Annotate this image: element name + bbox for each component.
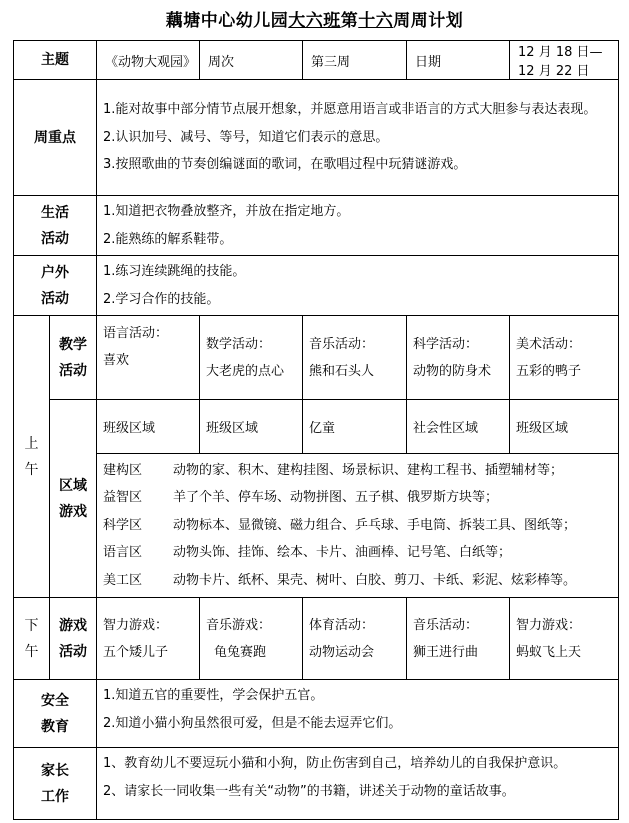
region-area-row	[14, 400, 619, 454]
region-zone: 科学区	[103, 517, 143, 533]
theme-label: 主题	[14, 41, 97, 80]
parents-label	[14, 748, 97, 820]
date-value: 12 月 18 日—12 月 22 日	[510, 41, 619, 80]
life-label-line1: 生活	[41, 204, 69, 221]
region-materials: 动物卡片、纸杯、果壳、树叶、白胶、剪刀、卡纸、彩泥、炫彩棒等。	[173, 572, 577, 588]
activity-type: 语言活动：	[103, 326, 169, 341]
safety-label	[14, 680, 97, 748]
outdoor-row	[14, 256, 619, 316]
region-detail-row	[14, 454, 619, 598]
focus-content	[97, 80, 619, 196]
afternoon-activity	[510, 598, 619, 680]
teaching-activity-language	[97, 316, 200, 400]
region-detail-item	[103, 539, 612, 567]
safety-item: 2.知道小猫小狗虽然很可爱，但是不能去逗弄它们。	[103, 715, 402, 731]
region-zone: 美工区	[103, 572, 143, 588]
parents-label-line1: 家长	[41, 762, 69, 779]
life-item: 1.知道把衣物叠放整齐，并放在指定地方。	[103, 204, 350, 219]
safety-label-line1: 安全	[41, 692, 69, 709]
region-label-line2: 游戏	[59, 503, 87, 520]
title-week: 十六	[358, 11, 394, 31]
safety-label-line2: 教育	[41, 718, 69, 735]
title-di: 第	[340, 11, 359, 31]
region-materials: 羊了个羊、停车场、动物拼图、五子棋、俄罗斯方块等；	[173, 490, 499, 506]
afternoon-row	[14, 598, 619, 680]
weekly-plan-table	[13, 40, 619, 820]
life-label-line2: 活动	[41, 230, 69, 247]
focus-item: 3.按照歌曲的节奏创编谜面的歌词，在歌唱过程中玩猜谜游戏。	[103, 157, 467, 173]
title-class: 大六班	[288, 11, 341, 31]
morning-label-line1: 上	[24, 435, 39, 452]
region-materials: 动物标本、显微镜、磁力组合、乒乓球、手电筒、拆装工具、图纸等；	[173, 517, 577, 533]
activity-type: 数学活动：	[206, 336, 272, 352]
afternoon-label-line1: 下	[24, 617, 39, 634]
region-materials: 动物的家、积木、建构挂图、场景标识、建构工程书、插塑辅材等；	[173, 462, 564, 478]
region-label-line1: 区域	[59, 477, 87, 494]
region-area: 社会性区域	[407, 400, 510, 454]
activity-name: 喜欢	[103, 353, 130, 368]
region-area: 亿童	[303, 400, 407, 454]
region-details	[97, 454, 619, 598]
region-area: 班级区域	[510, 400, 619, 454]
week-value: 第三周	[303, 41, 407, 80]
teaching-label-line2: 活动	[59, 362, 87, 379]
focus-row	[14, 80, 619, 196]
morning-label	[14, 316, 50, 598]
region-detail-item	[103, 512, 612, 540]
focus-label: 周重点	[14, 80, 97, 196]
afternoon-activity	[407, 598, 510, 680]
activity-name: 蚂蚁飞上天	[516, 644, 582, 660]
parents-item: 1、教育幼儿不要逗玩小猫和小狗，防止伤害到自己，培养幼儿的自我保护意识。	[103, 756, 567, 771]
page-title	[0, 6, 629, 36]
afternoon-label-line2: 午	[24, 643, 39, 660]
morning-label-line2: 午	[24, 461, 39, 478]
activity-name: 狮王进行曲	[413, 644, 479, 660]
games-label-line1: 游戏	[59, 617, 87, 634]
activity-name: 龟兔赛跑	[214, 644, 267, 660]
activity-type: 音乐活动：	[413, 617, 479, 633]
teaching-row	[14, 316, 619, 400]
outdoor-item: 2.学习合作的技能。	[103, 291, 220, 307]
games-label	[50, 598, 97, 680]
activity-name: 动物运动会	[309, 644, 375, 660]
region-zone: 语言区	[103, 545, 143, 561]
region-area: 班级区域	[200, 400, 303, 454]
parents-row	[14, 748, 619, 820]
outdoor-item: 1.练习连续跳绳的技能。	[103, 264, 246, 279]
activity-type: 美术活动：	[516, 336, 582, 352]
region-area: 班级区域	[97, 400, 200, 454]
afternoon-activity	[200, 598, 303, 680]
activity-name: 大老虎的点心	[206, 363, 285, 379]
parents-item: 2、请家长一同收集一些有关“动物”的书籍，讲述关于动物的童话故事。	[103, 783, 515, 799]
region-detail-item	[103, 484, 612, 512]
activity-type: 音乐游戏：	[206, 617, 272, 633]
parents-label-line2: 工作	[41, 788, 69, 805]
outdoor-label	[14, 256, 97, 316]
header-row	[14, 41, 619, 80]
life-content	[97, 196, 619, 256]
week-label: 周次	[200, 41, 303, 80]
title-suffix: 周周计划	[393, 11, 464, 31]
activity-name: 熊和石头人	[309, 363, 375, 379]
games-label-line2: 活动	[59, 643, 87, 660]
region-zone: 益智区	[103, 490, 143, 506]
safety-row	[14, 680, 619, 748]
theme-value: 《动物大观园》	[97, 41, 200, 80]
life-row	[14, 196, 619, 256]
parents-content	[97, 748, 619, 820]
activity-name: 五个矮儿子	[103, 644, 169, 660]
region-label	[50, 400, 97, 598]
focus-item: 2.认识加号、减号、等号，知道它们表示的意思。	[103, 129, 389, 145]
activity-name: 五彩的鸭子	[516, 363, 582, 379]
title-school: 藕塘中心幼儿园	[165, 11, 289, 31]
teaching-label-line1: 教学	[59, 336, 87, 353]
region-detail-item	[103, 567, 612, 595]
life-label	[14, 196, 97, 256]
teaching-activity-science	[407, 316, 510, 400]
activity-type: 体育活动：	[309, 617, 375, 633]
teaching-activity-math	[200, 316, 303, 400]
teaching-activity-art	[510, 316, 619, 400]
outdoor-label-line2: 活动	[41, 290, 69, 307]
teaching-label	[50, 316, 97, 400]
region-zone: 建构区	[103, 462, 143, 478]
activity-type: 智力游戏：	[103, 617, 169, 633]
activity-type: 科学活动：	[413, 336, 479, 352]
afternoon-label	[14, 598, 50, 680]
activity-type: 音乐活动：	[309, 336, 375, 352]
outdoor-label-line1: 户外	[41, 264, 69, 281]
safety-content	[97, 680, 619, 748]
date-label: 日期	[407, 41, 510, 80]
outdoor-content	[97, 256, 619, 316]
region-materials: 动物头饰、挂饰、绘本、卡片、油画棒、记号笔、白纸等；	[173, 545, 512, 561]
activity-name: 动物的防身术	[413, 363, 492, 379]
safety-item: 1.知道五官的重要性，学会保护五官。	[103, 688, 324, 703]
afternoon-activity	[97, 598, 200, 680]
activity-type: 智力游戏：	[516, 617, 582, 633]
afternoon-activity	[303, 598, 407, 680]
teaching-activity-music	[303, 316, 407, 400]
life-item: 2.能熟练的解系鞋带。	[103, 231, 233, 247]
region-detail-item	[103, 457, 612, 485]
focus-item: 1.能对故事中部分情节点展开想象，并愿意用语言或非语言的方式大胆参与表达表现。	[103, 102, 597, 118]
